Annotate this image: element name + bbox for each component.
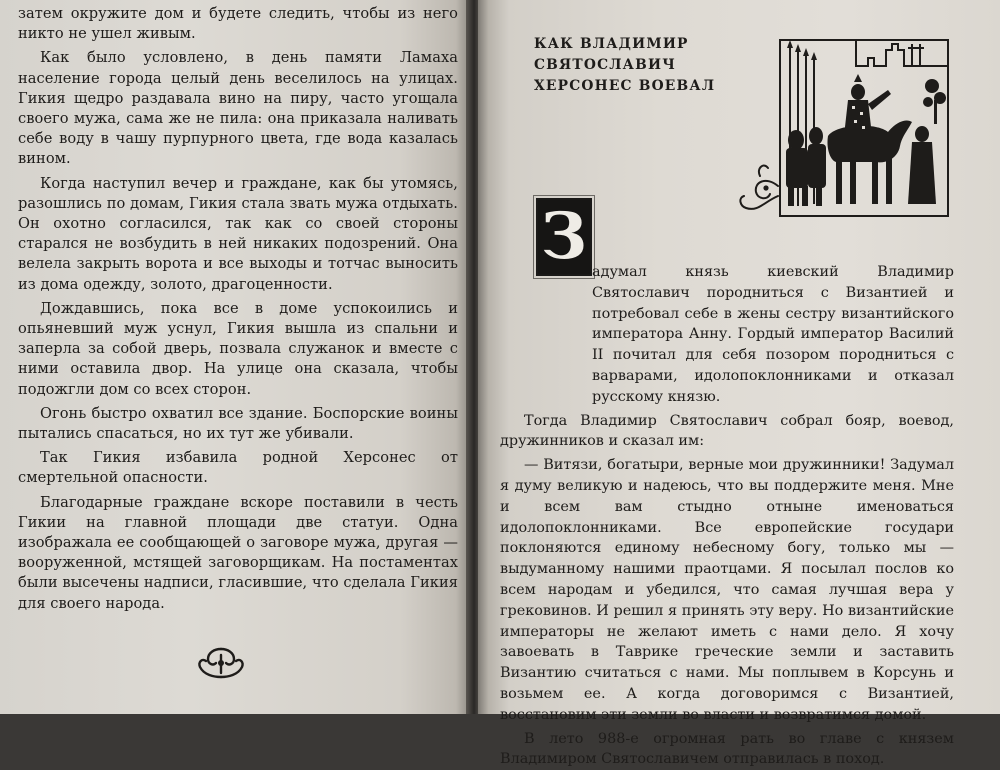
left-paragraph-1: затем окружите дом и будете следить, чтобы из него никто не ушел живым.: [18, 5, 458, 43]
left-page-text: [18, 4, 458, 614]
left-page: [0, 0, 470, 714]
dropcap-letter: З: [536, 198, 592, 276]
left-paragraph-6: Так Гикия избавила родной Херсонес от смертельной опасности.: [18, 449, 458, 487]
right-paragraph-1-text: адумал князь киевский Владимир Святославич породниться с Византией и потребовал себе в жены сестру византийского императора Анну. Гордый император Василий II почитал для себя позором породниться с варварами, идолопоклонниками и отказал русскому князю.: [592, 264, 954, 405]
right-paragraph-2: Тогда Владимир Святославич собрал бояр, воевод, дружинников и сказал им:: [500, 412, 954, 450]
left-paragraph-7: Благодарные граждане вскоре поставили в честь Гикии на главной площади две статуи. Одна изображала ее сообщающей о заговоре мужа, другая — вооруженной, мстящей заговорщикам. На постаментах были высечены надписи, гласившие, что сделала Гикия для своего народа.: [18, 493, 458, 612]
chapter-title: [534, 34, 734, 97]
right-paragraph-3: — Витязи, богатыри, верные мои дружинники! Задумал я думу великую и надеюсь, что вы поддержите меня. Мне и всем вам стыдно отныне именоваться идолопоклонниками. Все европейские государи поклоняются единому небесному богу, только мы — выдуманному нашими праотцами. Я посылал послов ко всем народам и убедился, что самая лучшая вера у грековинов. И решил я принять эту веру. Но византийские императоры не желают иметь с нами дело. Я хочу завоевать в Таврике греческие земли и заставить Византию считаться с нами. Мы поплывем в Корсунь и возьмем ее. А когда договоримся с Византией, восстановим эти земли во власти и возвратимся домой.: [500, 457, 954, 723]
right-paragraph-4: В лето 988-е огромная рать во главе с князем Владимиром Святославичем отправилась в поход.: [500, 730, 954, 768]
chapter-title-line-2: СВЯТОСЛАВИЧ: [534, 57, 677, 73]
floral-vignette-icon: [196, 645, 246, 681]
right-page-text: [500, 262, 954, 770]
left-paragraph-4: Дождавшись, пока все в доме успокоились и опьяневший муж уснул, Гикия вышла из спальни и заперла за собой дверь, позвала служанок и вместе с ними оставила двор. На улице она сказала, чтобы подожгли дом со всех сторон.: [18, 299, 458, 398]
prince-on-horseback-engraving-icon: [736, 36, 954, 220]
chapter-title-line-1: КАК ВЛАДИМИР: [534, 36, 689, 52]
chapter-title-line-3: ХЕРСОНЕС ВОЕВАЛ: [534, 78, 716, 94]
right-page: [478, 0, 1000, 768]
right-paragraph-1: [500, 262, 954, 408]
left-paragraph-3: Когда наступил вечер и граждане, как бы утомясь, разошлись по домам, Гикия стала звать мужа отдыхать. Он охотно согласился, так как со своей стороны старался не возбудить в ней никаких подозрений. Она велела закрыть ворота и все выходы и тотчас выносить из дома одежду, золото, драгоценности.: [18, 174, 458, 293]
left-paragraph-2: Как было условлено, в день памяти Ламаха население города целый день веселилось на улицах. Гикия щедро раздавала вино на пиру, часто угощала своего мужа, сама же не пила: она приказала наливать себе воду в чашу пурпурного цвета, где вода казалась вином.: [18, 49, 458, 168]
left-paragraph-5: Огонь быстро охватил все здание. Боспорские воины пытались спасаться, но их тут же убивали.: [18, 404, 458, 443]
